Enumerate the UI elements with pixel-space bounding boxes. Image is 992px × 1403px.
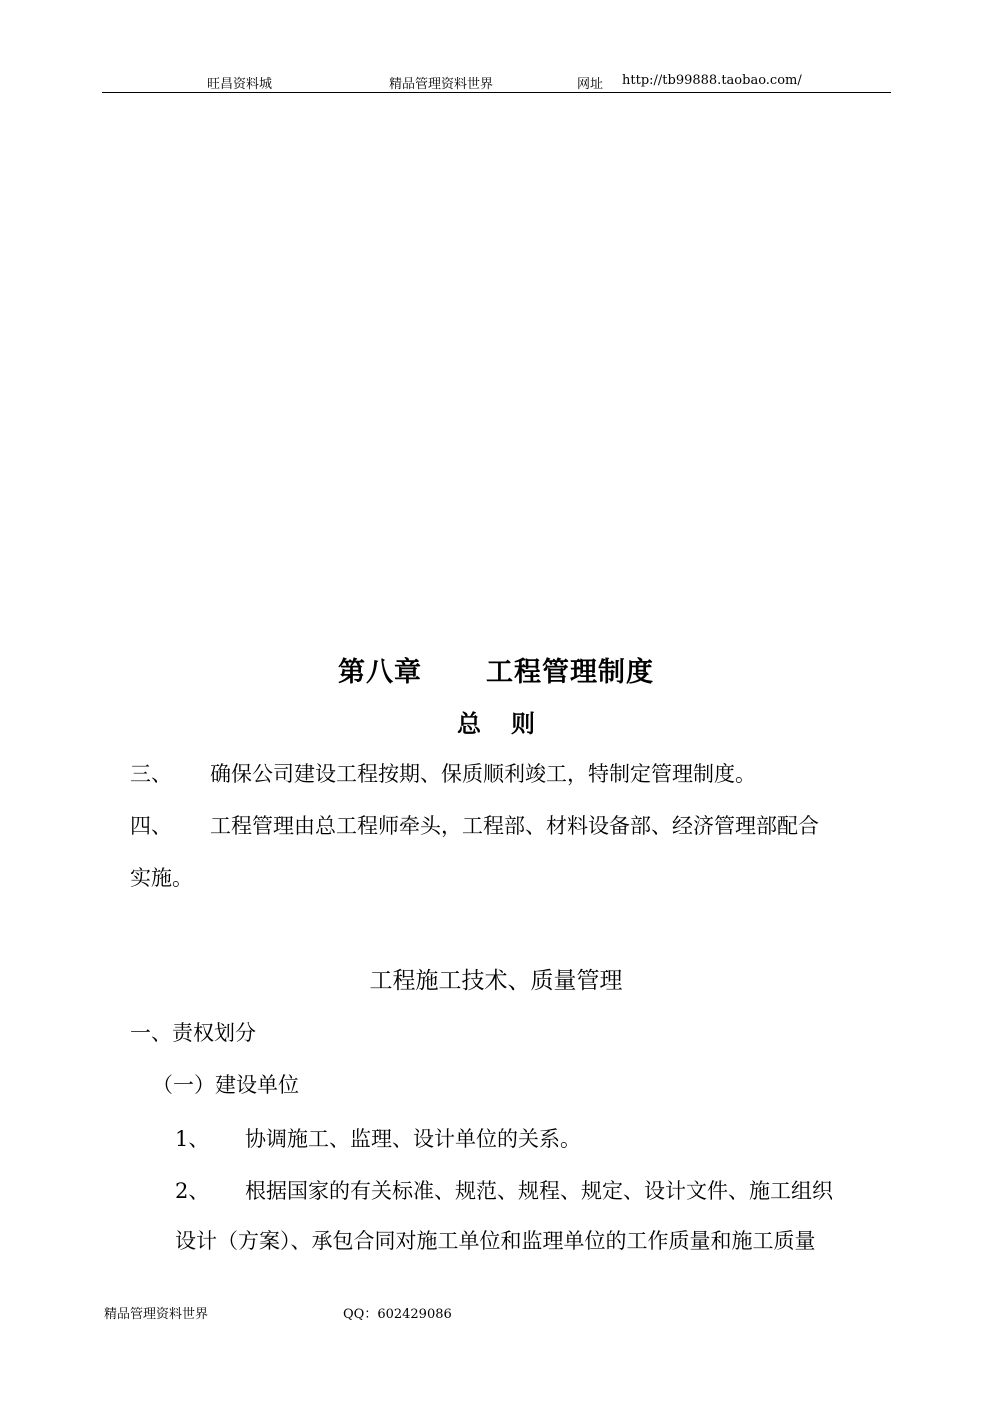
footer-left: 精品管理资料世界 [104,1307,209,1322]
general-title-char-1: 总 [457,710,481,738]
section-item-number: 2、 [175,1179,210,1203]
header-subtitle: 精品管理资料世界 [389,77,494,92]
chapter-title [0,650,992,689]
section-title: 工程施工技术、质量管理 [369,968,623,994]
chapter-name: 工程管理制度 [486,657,654,688]
header-site-name: 旺昌资料城 [207,77,273,92]
chapter-number: 第八章 [338,657,422,688]
section-item-number: 1、 [175,1127,210,1151]
section-item-2 [175,1175,833,1205]
section-item-2-continued: 设计（方案）、承包合同对施工单位和监理单位的工作质量和施工质量 [175,1229,816,1253]
header-url-label: 网址 [577,77,604,92]
general-item-3 [130,758,756,788]
general-item-text: 确保公司建设工程按期、保质顺利竣工，特制定管理制度。 [210,762,756,786]
section-item-1 [175,1123,581,1153]
general-item-number: 四、 [130,814,172,838]
part-heading: 一、责权划分 [130,1021,256,1045]
general-title [0,704,992,739]
general-item-number: 三、 [130,762,172,786]
general-title-char-2: 则 [511,710,535,738]
general-item-4 [130,810,819,840]
general-item-text: 工程管理由总工程师牵头，工程部、材料设备部、经济管理部配合 [210,814,819,838]
footer-qq: QQ：602429086 [343,1307,452,1322]
sub-heading: （一）建设单位 [152,1073,299,1097]
section-item-text: 协调施工、监理、设计单位的关系。 [245,1127,581,1151]
page-header [102,70,891,93]
section-item-text: 根据国家的有关标准、规范、规程、规定、设计文件、施工组织 [245,1179,833,1203]
header-url-link[interactable]: http://tb99888.taobao.com/ [622,73,802,88]
general-item-4-continued: 实施。 [130,866,193,890]
